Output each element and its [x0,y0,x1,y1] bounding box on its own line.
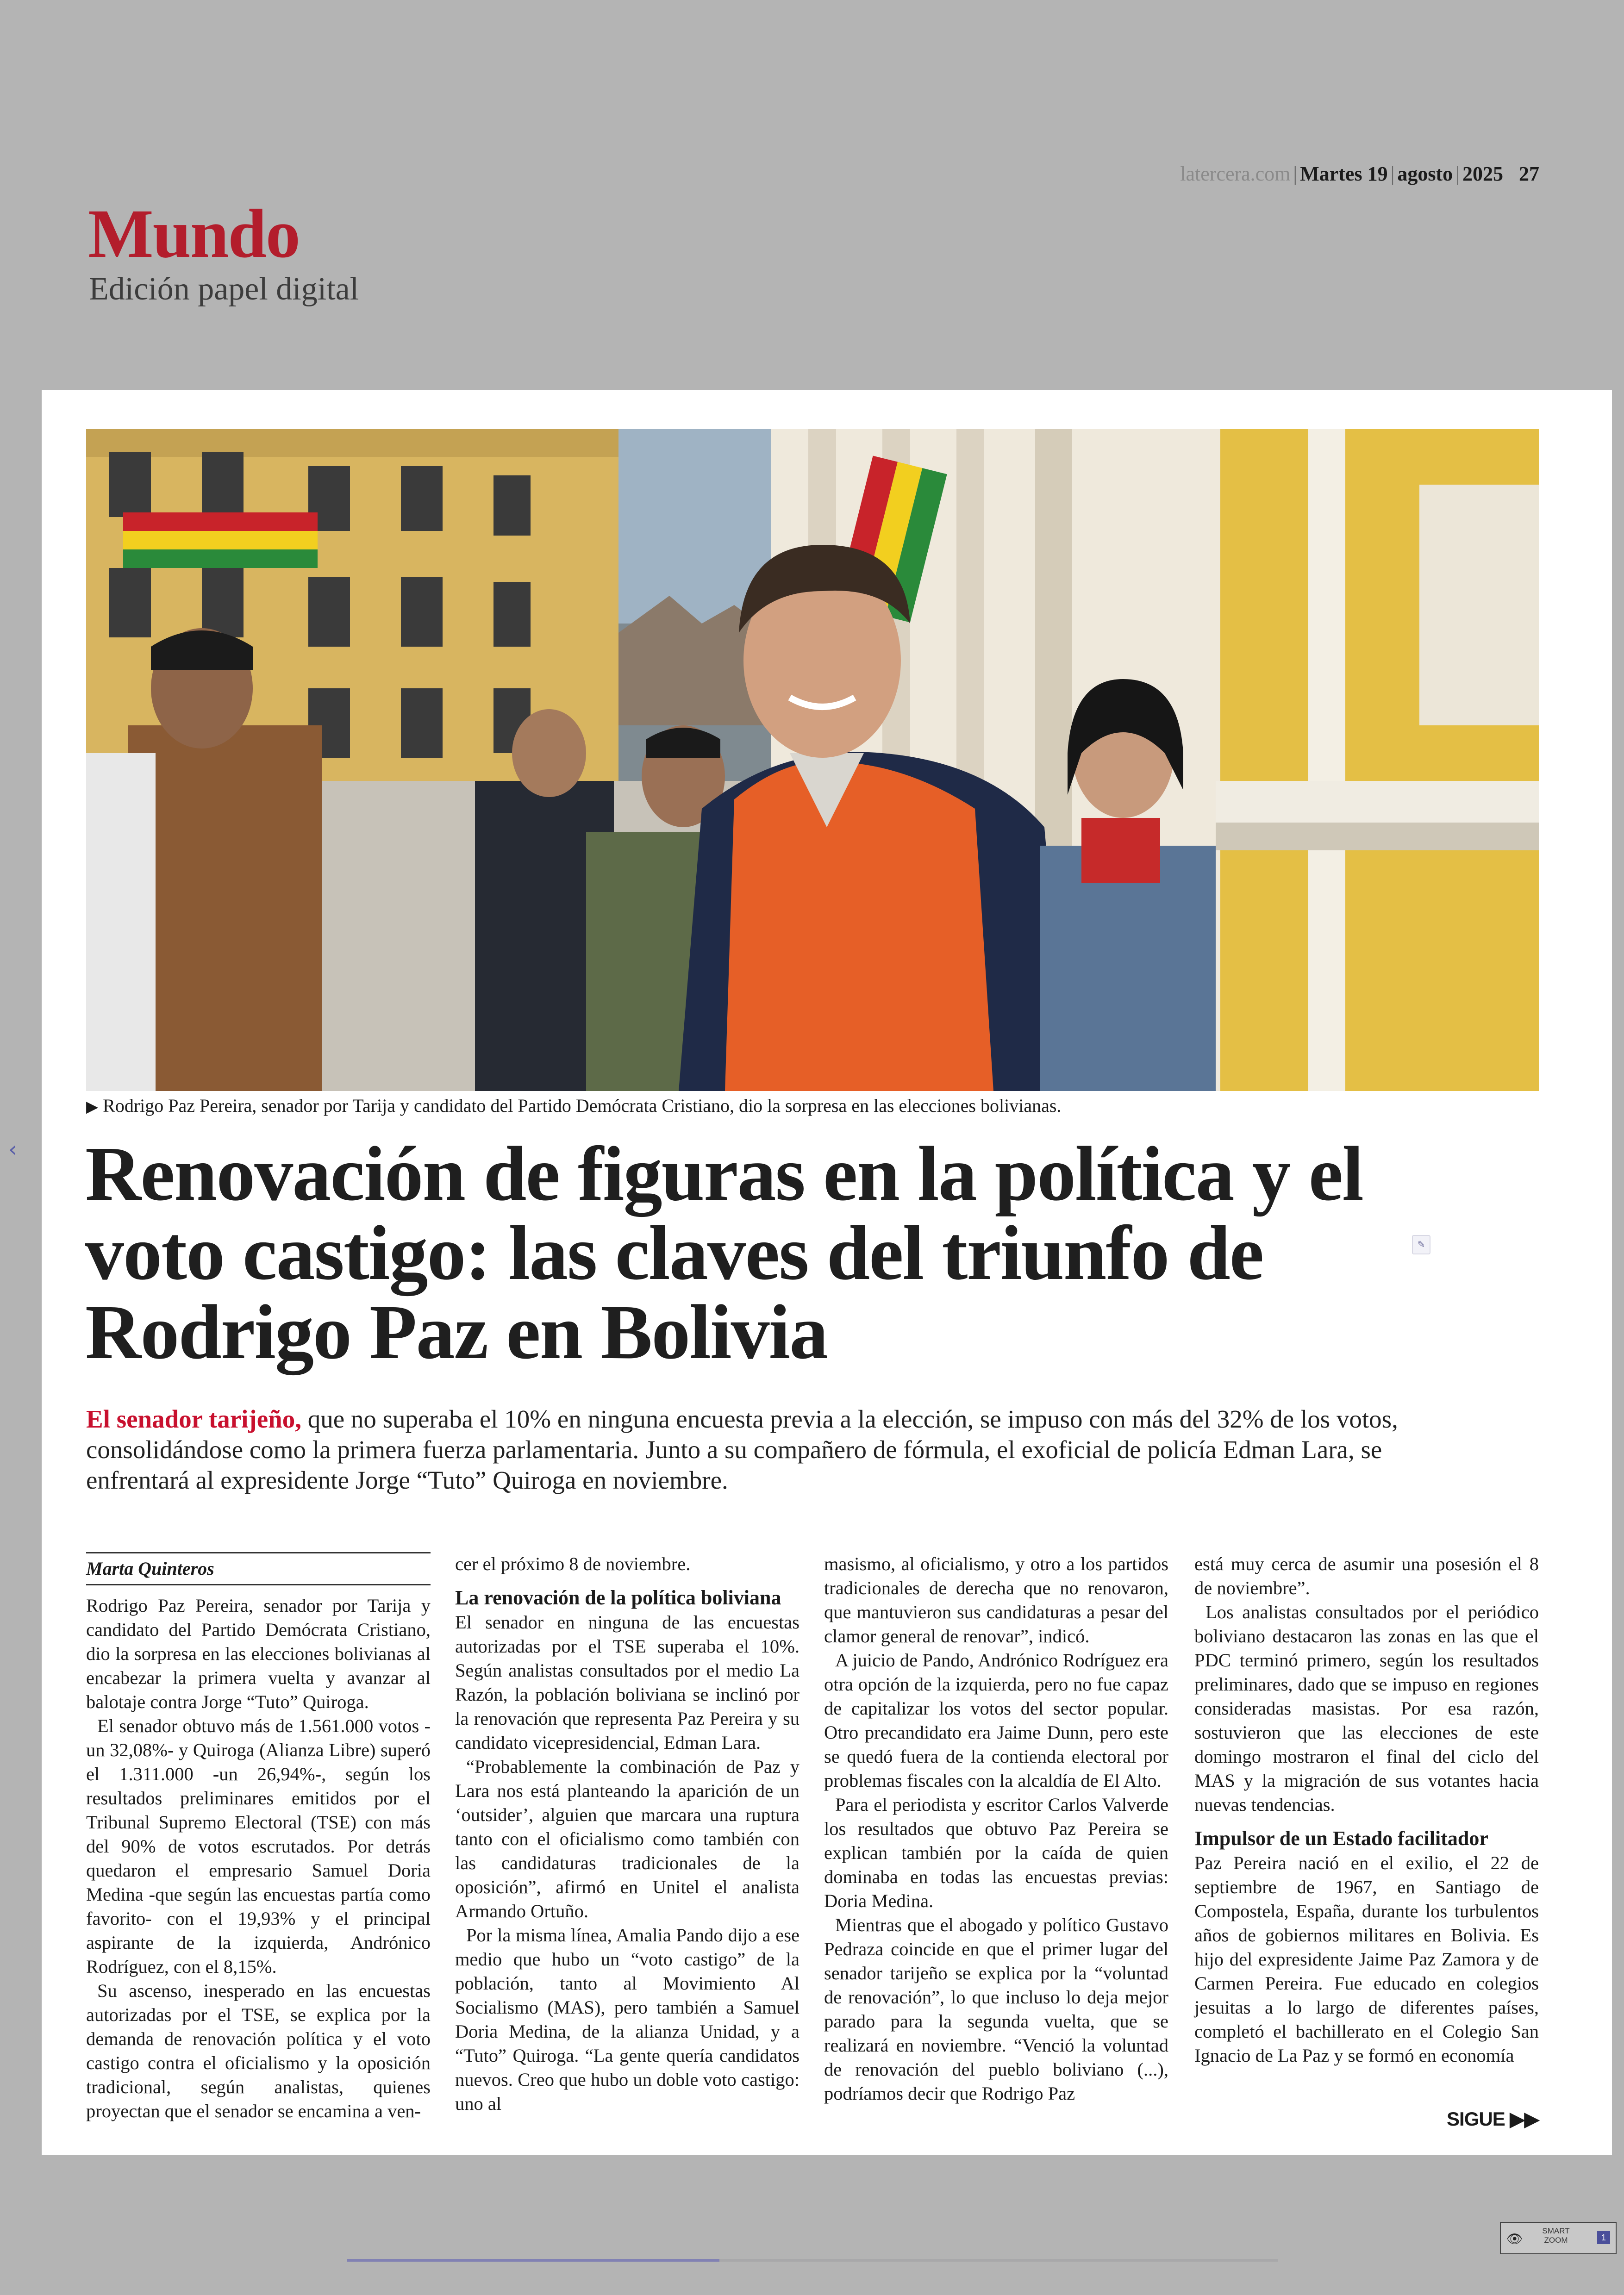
date-month: agosto [1397,162,1453,185]
paragraph: Mientras que el abogado y político Gustavo Pedraza coincide en que el primer lugar del senador tarijeño se explica por la “voluntad de renovación”, lo que incluso lo deja mejor parado para la segunda vuelta, que se realizará en noviembre. “Venció la voluntad de renovación del pueblo boliviano (...), podríamos decir que Rodrigo Paz [824,1915,1168,2104]
lede-highlight: El senador tarijeño, [86,1405,301,1433]
site-name: latercera.com [1180,162,1291,185]
paragraph: Por la misma línea, Amalia Pando dijo a ese medio que hubo un “voto castigo” de la población, tanto al Movimiento Al Socialismo (MAS), pero también a Samuel Doria Medina, de la alianza Unidad, y a “Tuto” Quiroga. “La gente quería candidatos nuevos. Creo que hubo un doble voto castigo: uno al [455,1925,800,2114]
byline: Marta Quinteros [86,1552,431,1585]
smart-zoom-toggle-icon: 1 [1597,2231,1610,2244]
subheading: Impulsor de un Estado facilitador [1194,1827,1488,1850]
page-number: 27 [1519,162,1539,185]
article-body [86,1552,1539,2131]
date-year: 2025 [1462,162,1503,185]
body-column-4 [1194,1552,1539,2068]
body-column-3 [824,1552,1168,2106]
dateline-separator: | [1455,162,1460,185]
photo-caption [86,1095,1061,1116]
subheading: La renovación de la política boliviana [455,1586,781,1609]
prev-page-chevron-icon[interactable]: ‹ [8,1136,18,1162]
paragraph: está muy cerca de asumir una posesión el 8 de noviembre”. [1194,1553,1539,1598]
article-lede [86,1404,1401,1496]
page-progress-bar[interactable] [347,2259,1278,2262]
page-progress-fill [347,2259,719,2262]
paragraph: cer el próximo 8 de noviembre. [455,1553,691,1574]
caption-text: Rodrigo Paz Pereira, senador por Tarija y candidato del Partido Demócrata Cristiano, dio la sorpresa en las elecciones bolivianas. [103,1095,1062,1116]
body-column-2 [455,1552,800,2116]
dateline [1180,162,1539,186]
paragraph: Para el periodista y escritor Carlos Valverde los resultados que obtuvo Paz Pereira se explican también por la caída de quien dominaba en todas las encuestas previas: Doria Medina. [824,1794,1168,1911]
paragraph: El senador obtuvo más de 1.561.000 votos -un 32,08%- y Quiroga (Alianza Libre) superó el 1.311.000 -un 26,94%-, según los resultados preliminares emitidos por el Tribunal Supremo Electoral (TSE) con más del 90% de votos escrutados. Por detrás quedaron el empresario Samuel Doria Medina -que según las encuestas partía como favorito- con el 19,93% y el principal aspirante de la izquierda, Andrónico Rodríguez, con el 8,15%. [86,1715,431,1977]
smart-zoom-label: SMART ZOOM [1542,2226,1570,2245]
article-headline: Renovación de figuras en la política y el voto castigo: las claves del triunfo de Rodrigo Paz en Bolivia [85,1131,1363,1375]
paragraph: Rodrigo Paz Pereira, senador por Tarija y candidato del Partido Demócrata Cristiano, dio la sorpresa en las elecciones bolivianas al encabezar la primera vuelta y avanzar al balotaje contra Jorge “Tuto” Quiroga. [86,1595,431,1712]
eye-icon: 👁 [1506,2232,1523,2246]
paragraph: Paz Pereira nació en el exilio, el 22 de septiembre de 1967, en Santiago de Compostela, España, durante los turbulentos años de gobiernos militares en Bolivia. Es hijo del expresidente Jaime Paz Zamora y de Carmen Pereira. Fue educado en colegios jesuitas a lo largo de diferentes países, completó el bachillerato en el Colegio San Ignacio de La Paz y se formó en economía [1194,1852,1539,2066]
body-column-1 [86,1552,431,2123]
dateline-separator: | [1293,162,1298,185]
paragraph: masismo, al oficialismo, y otro a los partidos tradicionales de derecha que no renovaron, que mantuvieron sus candidaturas a pesar del clamor general de renovar”, indicó. [824,1553,1168,1646]
caption-arrow-icon: ▶ [86,1098,99,1116]
newspaper-page [42,390,1612,2155]
paragraph: El senador en ninguna de las encuestas autorizadas por el TSE superaba el 10%. Según analistas consultados por el medio La Razón, la población boliviana se inclinó por la renovación que representa Paz Pereira y su candidato vicepresidencial, Edman Lara. [455,1612,800,1753]
article-photo [86,429,1539,1091]
edition-subtitle: Edición papel digital [89,271,359,307]
section-title: Mundo [88,195,300,272]
continue-label: SIGUE ▶▶ [1447,2108,1539,2130]
paragraph: Los analistas consultados por el periódico boliviano destacaron las zonas en las que el PDC terminó primero, según los resultados preliminares, dado que se impuso en regiones consideradas masistas. Por esa razón, sostuvieron que las elecciones de este domingo mostraron el final del ciclo del MAS y la migración de sus votantes hacia nuevas tendencias. [1194,1602,1539,1815]
smart-zoom-button[interactable] [1500,2222,1617,2254]
lede-text: que no superaba el 10% en ninguna encuesta previa a la elección, se impuso con más del 32% de los votos, consolidándose como la primera fuerza parlamentaria. Junto a su compañero de fórmula, el exoficial de policía Edman Lara, se enfrentará al expresidente Jorge “Tuto” Quiroga en noviembre. [86,1405,1398,1494]
date-day: Martes 19 [1300,162,1388,185]
paragraph: Su ascenso, inesperado en las encuestas autorizadas por el TSE, se explica por la demanda de renovación política y el voto castigo contra el oficialismo y la oposición tradicional, según analistas, quienes proyectan que el senador se encamina a ven- [86,1980,431,2121]
note-icon[interactable]: ✎ [1412,1235,1430,1254]
paragraph: A juicio de Pando, Andrónico Rodríguez era otra opción de la izquierda, pero no fue capaz de capitalizar los votos del sector popular. Otro precandidato era Jaime Dunn, pero este se quedó fuera de la contienda electoral por problemas fiscales con la alcaldía de El Alto. [824,1650,1168,1791]
paragraph: “Probablemente la combinación de Paz y Lara nos está planteando la aparición de un ‘outsider’, alguien que marcara una ruptura tanto con el oficialismo como también con las candidaturas tradicionales de la oposición”, afirmó en Unitel el analista Armando Ortuño. [455,1756,800,1921]
dateline-separator: | [1390,162,1395,185]
